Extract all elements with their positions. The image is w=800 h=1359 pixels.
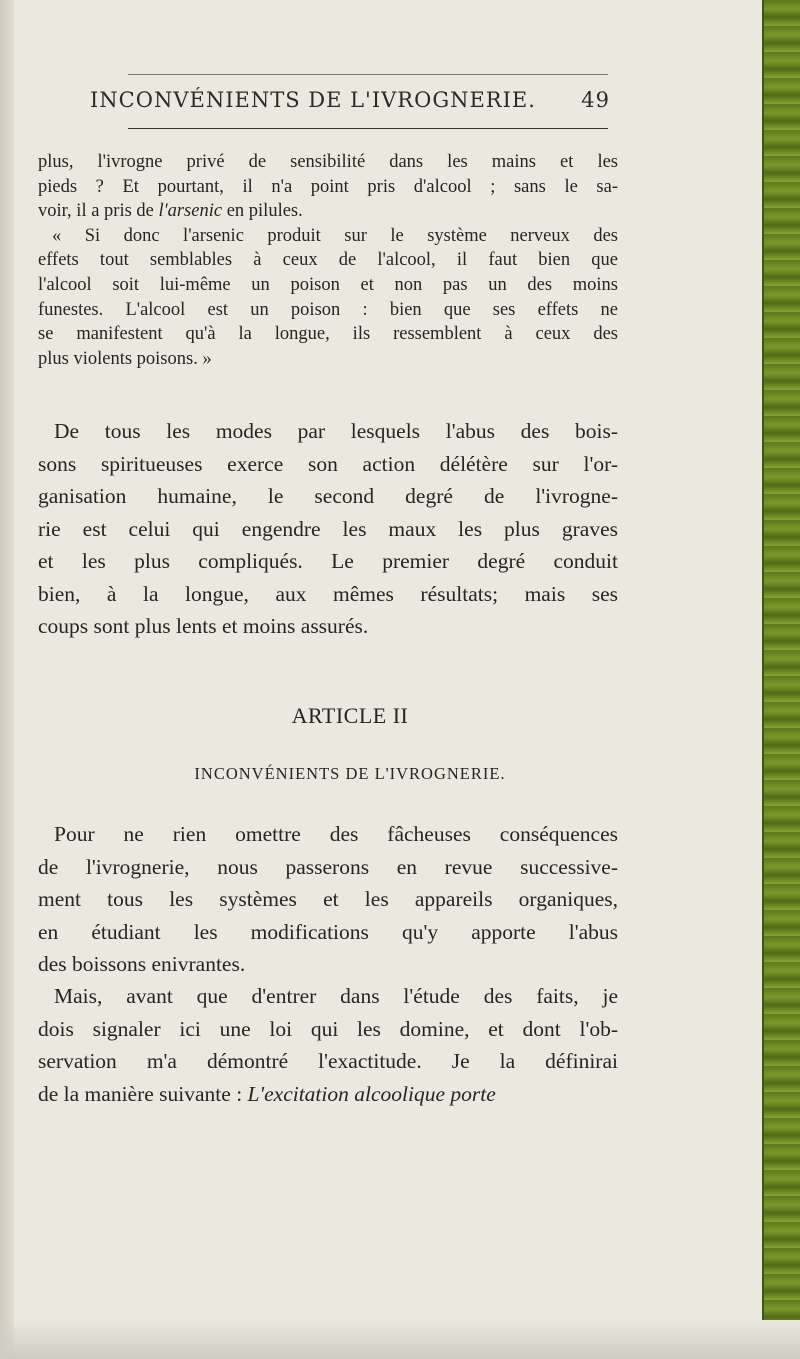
quote-line: funestes. L'alcool est un poison : bien que ses effets ne <box>38 299 618 320</box>
paragraph-lead: de la manière suivante : <box>38 1081 248 1106</box>
bottom-shadow <box>0 1319 800 1359</box>
paragraph-line: dois signaler ici une loi qui les domine, et dont l'ob- <box>38 1016 618 1041</box>
paragraph-line: De tous les modes par lesquels l'abus des bois- <box>54 419 618 443</box>
paragraph-2 <box>38 818 618 981</box>
paragraph-line <box>38 1078 618 1111</box>
paragraph-line: Mais, avant que d'entrer dans l'étude des faits, je <box>54 984 618 1008</box>
paragraph-line: en étudiant les modifications qu'y apporte l'abus <box>38 919 618 944</box>
quote-line: pieds ? Et pourtant, il n'a point pris d'alcool ; sans le sa- <box>38 176 618 197</box>
quote-line-text: voir, il a pris de <box>38 201 159 222</box>
quote-line: plus violents poisons. » <box>38 348 212 369</box>
page-number: 49 <box>581 88 610 112</box>
paragraph-line: Pour ne rien omettre des fâcheuses conséquences <box>54 822 618 846</box>
quote-line <box>38 199 618 224</box>
article-title: ARTICLE II <box>291 703 409 728</box>
quote-line: se manifestent qu'à la longue, ils ressemblent à ceux des <box>38 324 618 345</box>
quote-line: effets tout semblables à ceux de l'alcool, il faut bien que <box>38 250 618 271</box>
binding-gutter <box>0 0 14 1359</box>
paragraph-line: rie est celui qui engendre les maux les plus graves <box>38 516 618 541</box>
quote-line: « Si donc l'arsenic produit sur le système nerveux des <box>52 225 618 246</box>
page-edge-strip <box>762 0 800 1320</box>
paragraph-1 <box>38 415 618 643</box>
paragraph-line: et les plus compliqués. Le premier degré conduit <box>38 549 618 573</box>
running-title: INCONVÉNIENTS DE L'IVROGNERIE. <box>90 88 536 112</box>
paragraph-3 <box>38 980 618 1110</box>
quote-passage <box>38 150 618 371</box>
article-subtitle: INCONVÉNIENTS DE L'IVROGNERIE. <box>194 764 506 783</box>
paragraph-line: sons spiritueuses exerce son action délétère sur l'or- <box>38 451 618 476</box>
paragraph-line: des boissons enivrantes. <box>38 952 246 976</box>
paragraph-line: ganisation humaine, le second degré de l'ivrogne- <box>38 484 618 508</box>
quote-italic: l'arsenic <box>158 201 223 222</box>
quote-line-tail: en pilules. <box>222 201 303 222</box>
paragraph-line: servation m'a démontré l'exactitude. Je la définirai <box>38 1049 618 1073</box>
header-top-rule <box>128 74 608 75</box>
paragraph-line: bien, à la longue, aux mêmes résultats; mais ses <box>38 581 618 606</box>
paragraph-line: coups sont plus lents et moins assurés. <box>38 614 369 638</box>
paragraph-italic: L'excitation alcoolique porte <box>247 1081 496 1106</box>
paragraph-line: de l'ivrognerie, nous passerons en revue successive- <box>38 854 618 879</box>
quote-line: l'alcool soit lui-même un poison et non pas un des moins <box>38 274 618 295</box>
quote-line: plus, l'ivrogne privé de sensibilité dans les mains et les <box>38 152 618 172</box>
paragraph-line: ment tous les systèmes et les appareils organiques, <box>38 887 618 911</box>
header-rule <box>128 128 608 129</box>
